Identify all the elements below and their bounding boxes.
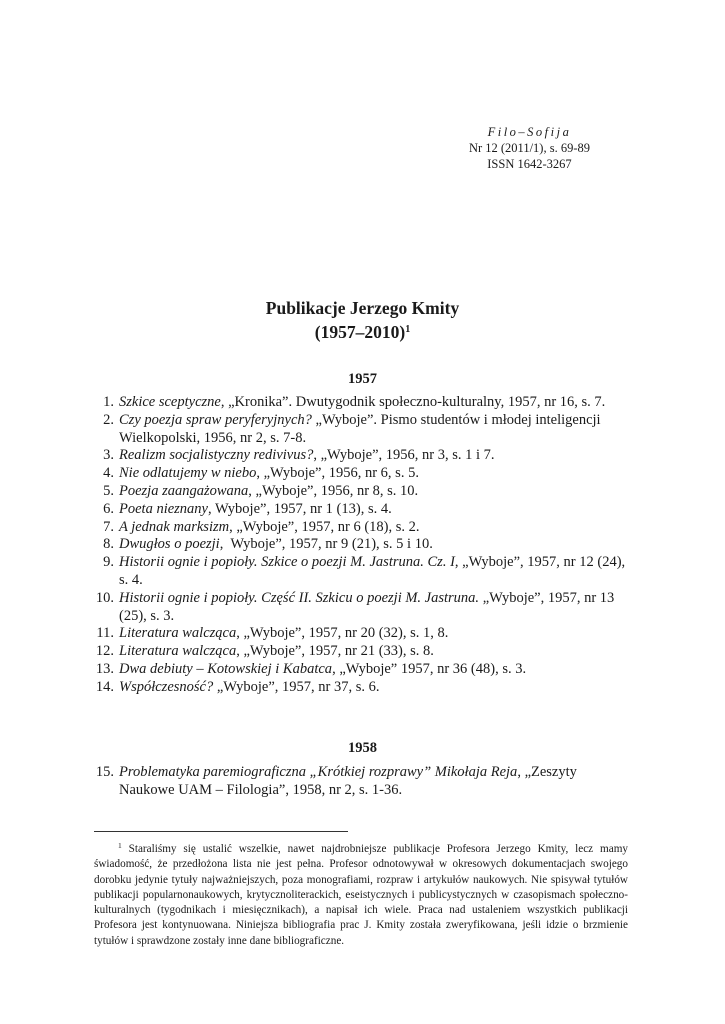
entry-source: „Wyboje”. Pismo studentów i młodej inteligencji Wielkopolski, 1956, nr 2, s. 7-8. (119, 411, 601, 446)
entry-number: 15. (95, 764, 114, 780)
footnote (94, 838, 628, 949)
entry-number: 9. (103, 554, 114, 571)
list-item (94, 394, 636, 412)
bibliography-list-1958 (94, 764, 636, 800)
entry-source: , „Wyboje”, 1956, nr 8, s. 10. (248, 482, 419, 499)
entry-source: , „Wyboje”, 1956, nr 3, s. 1 i 7. (313, 447, 495, 464)
journal-header (469, 124, 590, 172)
entry-title: Problematyka paremiograficzna „Krótkiej rozprawy” Mikołaja Reja (119, 764, 518, 780)
issn: ISSN 1642-3267 (487, 157, 572, 171)
entry-number: 5. (103, 482, 114, 499)
entry-title: Realizm socjalistyczny redivivus? (119, 447, 314, 464)
entry-number: 14. (95, 678, 114, 695)
entry-number: 2. (103, 411, 114, 428)
bibliography-list-1957 (94, 394, 636, 697)
entry-source: , „Wyboje”, 1957, nr 20 (32), s. 1, 8. (236, 625, 449, 642)
entry-source: , „Kronika”. Dwutygodnik społeczno-kulturalny, 1957, nr 16, s. 7. (220, 394, 606, 410)
journal-name: Filo–Sofija (487, 125, 572, 139)
entry-source: , „Wyboje”, 1956, nr 6, s. 5. (256, 465, 419, 482)
entry-source: „Wyboje”, 1957, nr 37, s. 6. (213, 678, 380, 695)
entry-source: , „Wyboje”, 1957, nr 6 (18), s. 2. (229, 518, 420, 535)
list-item (94, 447, 636, 465)
entry-source: „Wyboje”, 1957, nr 13 (25), s. 3. (119, 589, 615, 624)
entry-title: Literatura walcząca (119, 625, 237, 642)
list-item (94, 764, 636, 800)
footnote-reference: 1 (405, 324, 411, 335)
year-heading-1958: 1958 (348, 740, 377, 756)
entry-source: , „Wyboje”, 1957, nr 12 (24), s. 4. (119, 554, 626, 588)
entry-title: Poeta nieznany (119, 500, 208, 517)
entry-number: 1. (103, 394, 114, 410)
entry-number: 6. (103, 500, 114, 517)
entry-number: 12. (95, 643, 114, 660)
year-heading-1957: 1957 (348, 371, 377, 387)
entry-title: Historii ognie i popioły. Część II. Szkicu o poezji M. Jastruna. (119, 589, 480, 606)
entry-source: , „Wyboje”, 1957, nr 21 (33), s. 8. (236, 643, 434, 660)
list-item (94, 590, 636, 626)
entry-number: 8. (103, 536, 114, 553)
entry-title: Historii ognie i popioły. Szkice o poezji M. Jastruna. Cz. I (119, 554, 455, 571)
list-item (94, 536, 636, 554)
entry-title: Szkice sceptyczne (119, 394, 221, 410)
entry-number: 11. (96, 625, 114, 642)
list-item (94, 483, 636, 501)
entry-source: , Wyboje”, 1957, nr 1 (13), s. 4. (208, 500, 392, 517)
entry-title: Dwugłos o poezji (119, 536, 220, 553)
entry-number: 13. (95, 660, 114, 677)
footnote-text: Staraliśmy się ustalić wszelkie, nawet najdrobniejsze publikacje Profesora Jerzego Kmity, lecz mamy świadomość, że przedłożona lista nie jest pełna. Profesor odnotowywał w okresowych dokumentacjach swojego dorobku jedynie tytuły najważniejszych, poza monografiami, rozpraw i artykułów naukowych. Nie spisywał tytułów publikacji popularnonaukowych, krytycznoliterackich, eseistycznych i publicystycznych w czasopismach społeczno-kulturalnych (tygodnikach i miesięcznikach), a napisał ich wiele. Praca nad ustaleniem wszystkich publikacji Profesora jest kontynuowana. Niniejsza bibliografia prac J. Kmity została zweryfikowana, jeśli idzie o brzmienie tytułów i sprawdzone zostały inne dane bibliograficzne. (94, 843, 628, 947)
list-item (94, 501, 636, 519)
entry-number: 7. (103, 518, 114, 535)
title-line-2 (0, 319, 725, 343)
page-title (0, 298, 725, 343)
entry-source: , „Wyboje” 1957, nr 36 (48), s. 3. (332, 660, 527, 677)
entry-source: , Wyboje”, 1957, nr 9 (21), s. 5 i 10. (219, 536, 433, 553)
entry-number: 4. (103, 465, 114, 482)
list-item (94, 625, 636, 643)
list-item (94, 554, 636, 590)
list-item (94, 519, 636, 537)
title-years: (1957–2010) (314, 322, 406, 342)
entry-title: Czy poezja spraw peryferyjnych? (119, 411, 312, 428)
entry-title: Dwa debiuty – Kotowskiej i Kabatca (119, 660, 333, 677)
issue-info: Nr 12 (2011/1), s. 69-89 (468, 141, 590, 155)
entry-title: A jednak marksizm (119, 518, 230, 535)
list-item (94, 465, 636, 483)
entry-number: 10. (95, 589, 114, 606)
entry-title: Współczesność? (119, 678, 214, 695)
entry-title: Poezja zaangażowana (119, 482, 249, 499)
title-line-1: Publikacje Jerzego Kmity (265, 298, 460, 318)
list-item (94, 679, 636, 697)
entry-title: Nie odlatujemy w niebo (119, 465, 257, 482)
list-item (94, 661, 636, 679)
entry-number: 3. (103, 447, 114, 464)
entry-source: , „Zeszyty Naukowe UAM – Filologia”, 1958, nr 2, s. 1-36. (119, 764, 577, 798)
list-item (94, 643, 636, 661)
footnote-divider (94, 831, 348, 832)
entry-title: Literatura walcząca (119, 643, 237, 660)
list-item (94, 412, 636, 448)
footnote-mark: 1 (118, 841, 122, 850)
